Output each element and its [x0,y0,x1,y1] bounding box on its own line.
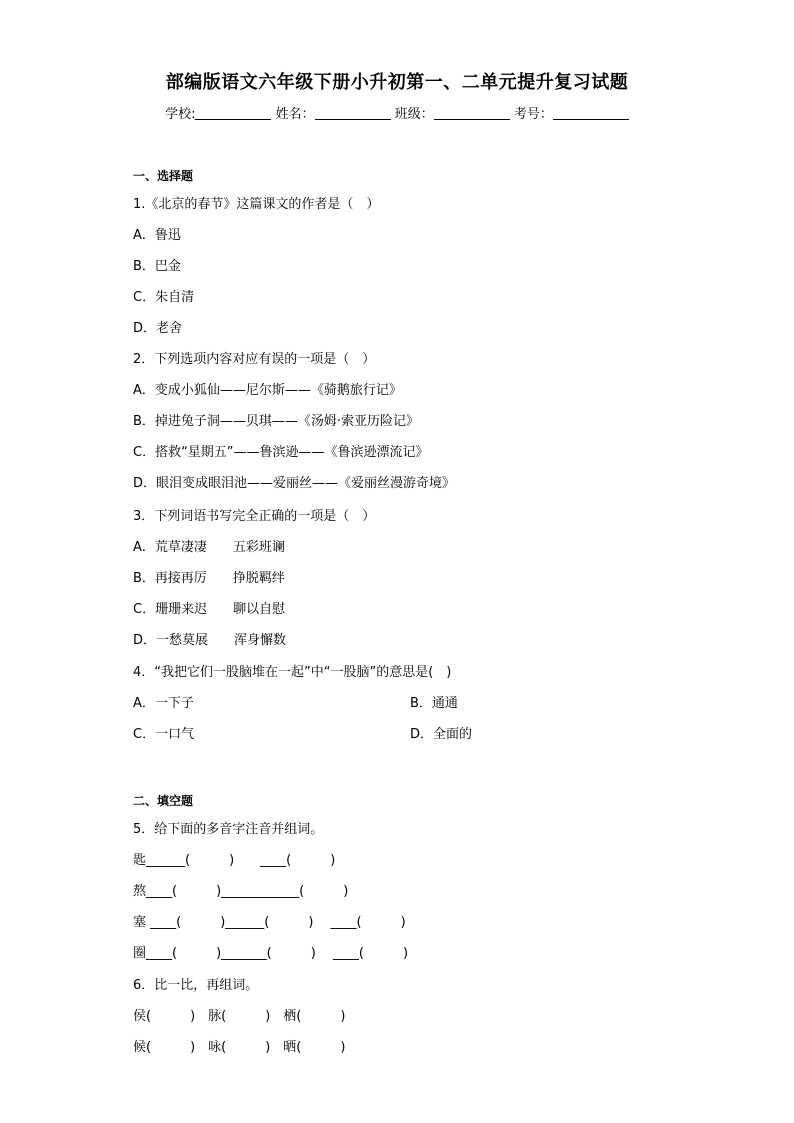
question-5-row-4[interactable]: 圈____( )_______( ) ____( ) [133,946,409,961]
question-2-option-c: C．搭救“星期五”——鲁滨逊——《鲁滨逊漂流记》 [133,445,429,460]
question-4-stem: 4．“我把它们一股脑堆在一起”中“一股脑”的意思是( ) [133,665,452,680]
name-label: 姓名： [275,107,315,122]
page-title: 部编版语文六年级下册小升初第一、二单元提升复习试题 [165,72,629,93]
question-1-option-a: A．鲁迅 [133,228,181,243]
section-heading-fill: 二、填空题 [133,794,194,808]
question-1-option-c: C．朱自清 [133,290,195,305]
student-info-line [0,103,794,122]
question-4-option-c: C．一口气 [133,727,195,742]
question-2-stem: 2．下列选项内容对应有误的一项是（ ） [133,352,376,367]
question-5-stem: 5．给下面的多音字注音并组词。 [133,822,324,837]
question-1-stem: 1.《北京的春节》这篇课文的作者是（ ） [133,197,380,212]
question-6-row-1[interactable]: 侯( ) 脉( ) 栖( ) [133,1009,346,1024]
question-2-option-a: A．变成小狐仙——尼尔斯——《骑鹅旅行记》 [133,383,402,398]
question-6-stem: 6．比一比，再组词。 [133,978,259,993]
class-blank[interactable] [434,107,510,120]
question-4-option-b: B．通通 [410,696,458,711]
section-heading-choice: 一、选择题 [133,169,194,183]
question-1-option-d: D．老舍 [133,321,183,336]
question-2-option-d: D．眼泪变成眼泪池——爱丽丝——《爱丽丝漫游奇境》 [133,476,456,491]
question-3-stem: 3．下列词语书写完全正确的一项是（ ） [133,509,376,524]
school-label: 学校: [165,107,196,122]
question-2-option-b: B．掉进兔子洞——贝琪——《汤姆·索亚历险记》 [133,414,420,429]
question-4-option-a: A．一下子 [133,696,194,711]
question-3-option-b: B．再接再厉 挣脱羁绊 [133,571,285,586]
number-blank[interactable] [553,107,629,120]
question-3-option-c: C．珊珊来迟 聊以自慰 [133,602,286,617]
name-blank[interactable] [315,107,391,120]
question-3-option-a: A．荒草凄凄 五彩班谰 [133,540,285,555]
school-blank[interactable] [195,107,271,120]
question-6-row-2[interactable]: 候( ) 咏( ) 晒( ) [133,1040,346,1055]
number-label: 考号： [513,107,553,122]
question-5-row-1[interactable]: 匙______( ) ____( ) [133,853,336,868]
question-5-row-2[interactable]: 熬____( )____________( ) [133,884,349,899]
question-1-option-b: B．巴金 [133,259,181,274]
question-3-option-d: D．一愁莫展 浑身懈数 [133,633,287,648]
question-4-option-d: D．全面的 [410,727,473,742]
class-label: 班级： [394,107,434,122]
question-5-row-3[interactable]: 塞 ____( )______( ) ____( ) [133,915,406,930]
